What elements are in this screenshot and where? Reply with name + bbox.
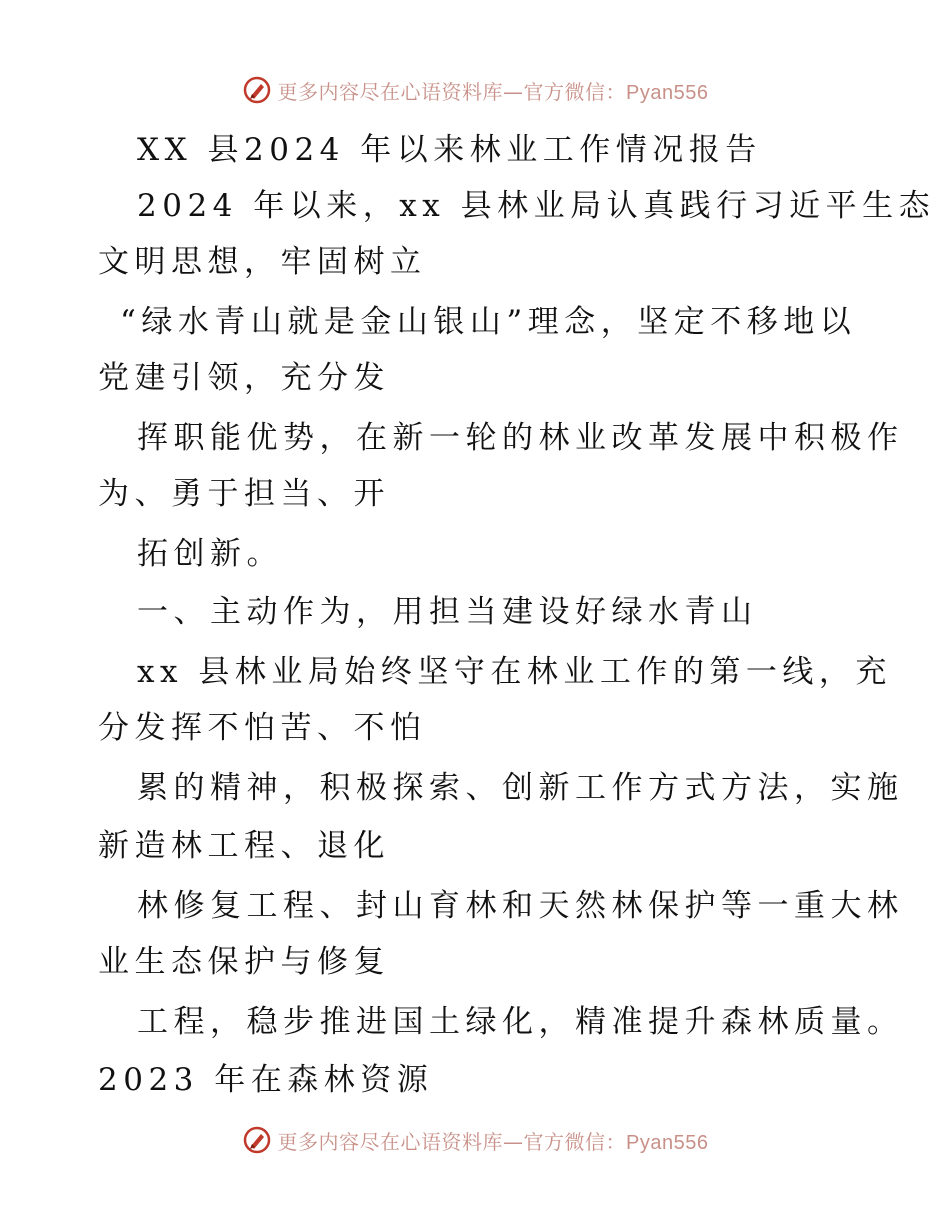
paragraph-line: 文明思想，牢固树立 <box>98 244 427 280</box>
paragraph-line: 业生态保护与修复 <box>98 944 390 980</box>
header-watermark <box>0 70 950 110</box>
pen-logo-icon <box>242 1125 272 1155</box>
watermark-text: 更多内容尽在心语资料库—官方微信：Pyan556 <box>277 79 709 104</box>
paragraph-line: 新造林工程、退化 <box>98 828 390 864</box>
paragraph-line: 2023 年在森林资源 <box>98 1062 434 1098</box>
paragraph-line: “绿水青山就是金山银山”理念，坚定不移地以 <box>120 304 857 340</box>
paragraph-line: 工程，稳步推进国土绿化，精准提升森林质量。 <box>137 1004 904 1040</box>
paragraph-line: 分发挥不怕苦、不怕 <box>98 710 427 746</box>
document-title: XX 县2024 年以来林业工作情况报告 <box>137 132 762 168</box>
paragraph-line: 挥职能优势，在新一轮的林业改革发展中积极作 <box>137 420 904 456</box>
paragraph-line: 为、勇于担当、开 <box>98 476 390 512</box>
paragraph-line: 党建引领，充分发 <box>98 360 390 396</box>
paragraph-line: 林修复工程、封山育林和天然林保护等一重大林 <box>137 888 904 924</box>
pen-logo-icon <box>242 75 272 105</box>
paragraph-line: 拓创新。 <box>137 536 283 572</box>
paragraph-line: 累的精神，积极探索、创新工作方式方法，实施 <box>137 770 904 806</box>
paragraph-line: xx 县林业局始终坚守在林业工作的第一线，充 <box>137 654 892 690</box>
paragraph-line: 2024 年以来，xx 县林业局认真践行习近平生态 <box>137 188 936 224</box>
watermark-text: 更多内容尽在心语资料库—官方微信：Pyan556 <box>277 1129 709 1154</box>
section-heading: 一、主动作为，用担当建设好绿水青山 <box>137 594 758 630</box>
footer-watermark <box>0 1120 950 1160</box>
